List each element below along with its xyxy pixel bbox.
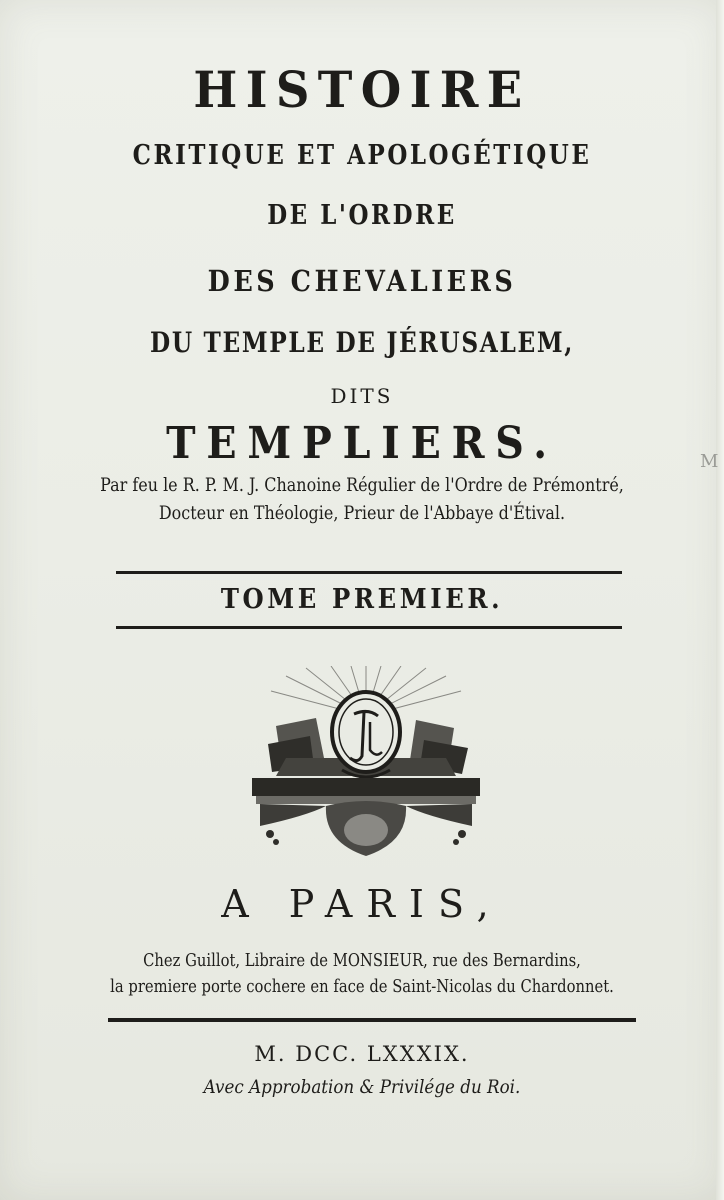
page-edge <box>716 0 724 1200</box>
publisher-line-1: Chez Guillot, Libraire de MONSIEUR, rue des Bernardins, <box>143 950 581 971</box>
approbation-line: Avec Approbation & Privilége du Roi. <box>203 1076 521 1098</box>
title-templiers: TEMPLIERS. <box>166 418 558 469</box>
rule-top <box>116 571 622 574</box>
volume-label: TOME PREMIER. <box>220 584 504 615</box>
title-histoire: HISTOIRE <box>193 60 531 119</box>
title-ordre: DE L'ORDRE <box>267 200 457 231</box>
author-line-1: Par feu le R. P. M. J. Chanoine Régulier de l'Ordre de Prémontré, <box>100 474 624 496</box>
title-chevaliers: DES CHEVALIERS <box>207 264 517 298</box>
author-line-2: Docteur en Théologie, Prieur de l'Abbaye d'Étival. <box>158 502 566 524</box>
rule-imprint <box>108 1018 636 1022</box>
rule-bottom <box>116 626 622 629</box>
title-dits: DITS <box>330 384 394 408</box>
imprint-date: M. DCC. LXXXIX. <box>254 1042 470 1066</box>
printer-vignette-illustration <box>246 666 486 862</box>
title-critique: CRITIQUE ET APOLOGÉTIQUE <box>132 140 592 171</box>
title-temple: DU TEMPLE DE JÉRUSALEM, <box>149 326 574 359</box>
imprint-place: A PARIS, <box>221 882 503 926</box>
margin-mark: M <box>700 451 719 472</box>
publisher-line-2: la premiere porte cochere en face de Saint-Nicolas du Chardonnet. <box>110 976 614 997</box>
